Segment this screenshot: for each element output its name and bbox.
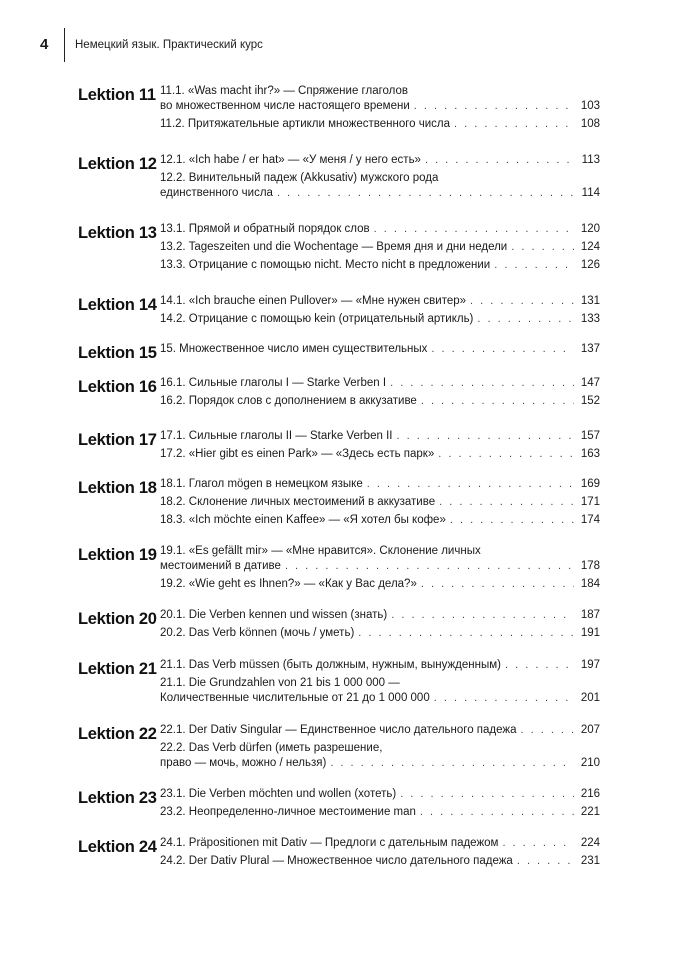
lesson-title: Lektion 24	[78, 838, 157, 856]
lesson-title: Lektion 14	[78, 296, 157, 314]
dot-leader	[420, 805, 574, 820]
toc-entry[interactable]	[160, 854, 600, 869]
dot-leader	[431, 342, 574, 357]
table-of-contents	[78, 84, 600, 869]
entry-page-number: 178	[580, 560, 600, 572]
dot-leader	[367, 477, 574, 492]
toc-entry[interactable]	[160, 294, 600, 309]
entry-text: 24.1. Präpositionen mit Dativ — Предлоги с дательным падежом	[160, 837, 499, 849]
lesson-entries	[160, 153, 600, 201]
dot-leader	[434, 691, 574, 706]
lesson-block	[78, 658, 600, 706]
entry-page-number: 103	[580, 100, 600, 112]
entry-text: Количественные числительные от 21 до 1 000 000	[160, 692, 430, 704]
dot-leader	[277, 186, 574, 201]
entry-text: 22.1. Der Dativ Singular — Единственное число дательного падежа	[160, 724, 517, 736]
entry-page-number: 163	[580, 448, 600, 460]
dot-leader	[390, 376, 574, 391]
entry-page-number: 174	[580, 514, 600, 526]
page-number: 4	[40, 36, 49, 53]
lesson-block	[78, 608, 600, 641]
entry-page-number: 191	[580, 627, 600, 639]
lesson-block	[78, 787, 600, 820]
entry-page-number: 114	[581, 187, 600, 199]
entry-text: 22.2. Das Verb dürfen (иметь разрешение,	[160, 742, 383, 754]
entry-text: 11.1. «Was macht ihr?» — Спряжение глаголов	[160, 85, 409, 97]
entry-text: право — мочь, можно / нельзя)	[160, 757, 327, 769]
lesson-block	[78, 153, 600, 201]
toc-entry[interactable]	[160, 84, 600, 114]
dot-leader	[421, 577, 574, 592]
lesson-entries	[160, 222, 600, 273]
lesson-entries	[160, 376, 600, 409]
lesson-title: Lektion 17	[78, 431, 157, 449]
lesson-block	[78, 723, 600, 771]
toc-entry[interactable]	[160, 836, 600, 851]
entry-text: 21.1. Das Verb müssen (быть должным, нужным, вынужденным)	[160, 659, 501, 671]
toc-entry[interactable]	[160, 741, 600, 771]
dot-leader	[414, 99, 574, 114]
running-title: Немецкий язык. Практический курс	[75, 39, 263, 51]
dot-leader	[400, 787, 574, 802]
dot-leader	[330, 756, 574, 771]
lesson-entries	[160, 342, 600, 357]
lesson-title: Lektion 20	[78, 610, 157, 628]
entry-text: 16.1. Сильные глаголы I — Starke Verben I	[160, 377, 387, 389]
entry-page-number: 197	[580, 659, 600, 671]
lesson-entries	[160, 429, 600, 462]
entry-text: 20.2. Das Verb können (мочь / уметь)	[160, 627, 355, 639]
lesson-title: Lektion 23	[78, 789, 157, 807]
entry-text: 18.1. Глагол mögen в немецком языке	[160, 478, 363, 490]
toc-entry[interactable]	[160, 394, 600, 409]
entry-page-number: 131	[580, 295, 600, 307]
entry-text: 24.2. Der Dativ Plural — Множественное число дательного падежа	[160, 855, 513, 867]
lesson-title: Lektion 11	[78, 86, 156, 104]
lesson-entries	[160, 723, 600, 771]
dot-leader	[425, 153, 574, 168]
toc-entry[interactable]	[160, 544, 600, 574]
lesson-entries	[160, 294, 600, 327]
toc-entry[interactable]	[160, 153, 600, 168]
entry-text: 23.1. Die Verben möchten und wollen (хотеть)	[160, 788, 397, 800]
toc-entry[interactable]	[160, 495, 600, 510]
lesson-title: Lektion 12	[78, 155, 157, 173]
dot-leader	[391, 608, 574, 623]
toc-entry[interactable]	[160, 258, 600, 273]
lesson-entries	[160, 608, 600, 641]
dot-leader	[358, 626, 574, 641]
dot-leader	[517, 854, 574, 869]
entry-text: 11.2. Притяжательные артикли множественного числа	[160, 118, 451, 130]
dot-leader	[396, 429, 574, 444]
entry-text: 18.2. Склонение личных местоимений в аккузативе	[160, 496, 436, 508]
page-header	[40, 28, 263, 62]
entry-text: 14.2. Отрицание с помощью kein (отрицательный артикль)	[160, 313, 474, 325]
entry-text: 16.2. Порядок слов с дополнением в аккузативе	[160, 395, 417, 407]
entry-page-number: 133	[580, 313, 600, 325]
toc-entry[interactable]	[160, 222, 600, 237]
entry-page-number: 137	[580, 343, 600, 355]
lesson-block	[78, 376, 600, 409]
lesson-block	[78, 429, 600, 462]
lesson-block	[78, 836, 600, 869]
entry-text: 19.1. «Es gefällt mir» — «Мне нравится». Склонение личных	[160, 545, 481, 557]
entry-text: 17.2. «Hier gibt es einen Park» — «Здесь есть парк»	[160, 448, 435, 460]
toc-entry[interactable]	[160, 117, 600, 132]
toc-entry[interactable]	[160, 171, 600, 201]
toc-entry[interactable]	[160, 658, 600, 673]
toc-entry[interactable]	[160, 429, 600, 444]
entry-page-number: 113	[581, 154, 600, 166]
lesson-title: Lektion 15	[78, 344, 157, 362]
lesson-block	[78, 222, 600, 273]
entry-page-number: 124	[580, 241, 600, 253]
lesson-title: Lektion 16	[78, 378, 157, 396]
entry-text: 12.1. «Ich habe / er hat» — «У меня / у него есть»	[160, 154, 421, 166]
entry-page-number: 147	[580, 377, 600, 389]
toc-entry[interactable]	[160, 787, 600, 802]
entry-text: 13.3. Отрицание с помощью nicht. Место nicht в предложении	[160, 259, 491, 271]
lesson-title: Lektion 18	[78, 479, 157, 497]
lesson-title: Lektion 19	[78, 546, 157, 564]
toc-entry[interactable]	[160, 447, 600, 462]
lesson-entries	[160, 836, 600, 869]
entry-page-number: 224	[580, 837, 600, 849]
lesson-block	[78, 477, 600, 528]
dot-leader	[494, 258, 574, 273]
entry-page-number: 207	[580, 724, 600, 736]
toc-entry[interactable]	[160, 513, 600, 528]
entry-text: 19.2. «Wie geht es Ihnen?» — «Как у Вас дела?»	[160, 578, 417, 590]
entry-page-number: 126	[580, 259, 600, 271]
entry-text: 15. Множественное число имен существительных	[160, 343, 428, 355]
entry-text: 13.2. Tageszeiten und die Wochentage — Время дня и дни недели	[160, 241, 508, 253]
lesson-block	[78, 84, 600, 132]
dot-leader	[511, 240, 574, 255]
entry-page-number: 171	[580, 496, 600, 508]
dot-leader	[470, 294, 574, 309]
lesson-title: Lektion 22	[78, 725, 157, 743]
dot-leader	[454, 117, 574, 132]
toc-entry[interactable]	[160, 723, 600, 738]
dot-leader	[502, 836, 574, 851]
lesson-entries	[160, 658, 600, 706]
toc-entry[interactable]	[160, 577, 600, 592]
entry-page-number: 216	[580, 788, 600, 800]
lesson-block	[78, 294, 600, 327]
toc-entry[interactable]	[160, 240, 600, 255]
toc-entry[interactable]	[160, 626, 600, 641]
entry-page-number: 169	[580, 478, 600, 490]
entry-text: 14.1. «Ich brauche einen Pullover» — «Мне нужен свитер»	[160, 295, 467, 307]
lesson-entries	[160, 544, 600, 592]
lesson-entries	[160, 787, 600, 820]
entry-page-number: 152	[580, 395, 600, 407]
entry-page-number: 187	[580, 609, 600, 621]
entry-text: 13.1. Прямой и обратный порядок слов	[160, 223, 370, 235]
dot-leader	[450, 513, 574, 528]
entry-page-number: 221	[580, 806, 600, 818]
dot-leader	[439, 495, 574, 510]
dot-leader	[520, 723, 574, 738]
toc-entry[interactable]	[160, 676, 600, 706]
entry-page-number: 210	[580, 757, 600, 769]
toc-entry[interactable]	[160, 342, 600, 357]
entry-page-number: 184	[580, 578, 600, 590]
entry-page-number: 157	[580, 430, 600, 442]
lesson-block	[78, 544, 600, 592]
entry-page-number: 231	[580, 855, 600, 867]
header-divider	[64, 28, 65, 62]
dot-leader	[421, 394, 574, 409]
toc-entry[interactable]	[160, 608, 600, 623]
entry-text: местоимений в дативе	[160, 560, 281, 572]
toc-entry[interactable]	[160, 376, 600, 391]
entry-text: единственного числа	[160, 187, 273, 199]
entry-text: 12.2. Винительный падеж (Akkusativ) мужского рода	[160, 172, 439, 184]
dot-leader	[374, 222, 574, 237]
toc-entry[interactable]	[160, 477, 600, 492]
dot-leader	[477, 312, 574, 327]
dot-leader	[438, 447, 574, 462]
entry-text: 20.1. Die Verben kennen und wissen (знать)	[160, 609, 388, 621]
lesson-block	[78, 342, 600, 363]
entry-text: 23.2. Неопределенно-личное местоимение man	[160, 806, 416, 818]
entry-page-number: 201	[580, 692, 600, 704]
entry-page-number: 120	[580, 223, 600, 235]
entry-text: 21.1. Die Grundzahlen von 21 bis 1 000 000 —	[160, 677, 400, 689]
dot-leader	[505, 658, 574, 673]
lesson-title: Lektion 13	[78, 224, 157, 242]
entry-text: во множественном числе настоящего времени	[160, 100, 410, 112]
toc-entry[interactable]	[160, 805, 600, 820]
entry-text: 18.3. «Ich möchte einen Kaffee» — «Я хотел бы кофе»	[160, 514, 446, 526]
toc-entry[interactable]	[160, 312, 600, 327]
dot-leader	[285, 559, 574, 574]
lesson-entries	[160, 84, 600, 132]
entry-page-number: 108	[580, 118, 600, 130]
lesson-title: Lektion 21	[78, 660, 157, 678]
lesson-entries	[160, 477, 600, 528]
entry-text: 17.1. Сильные глаголы II — Starke Verben II	[160, 430, 393, 442]
